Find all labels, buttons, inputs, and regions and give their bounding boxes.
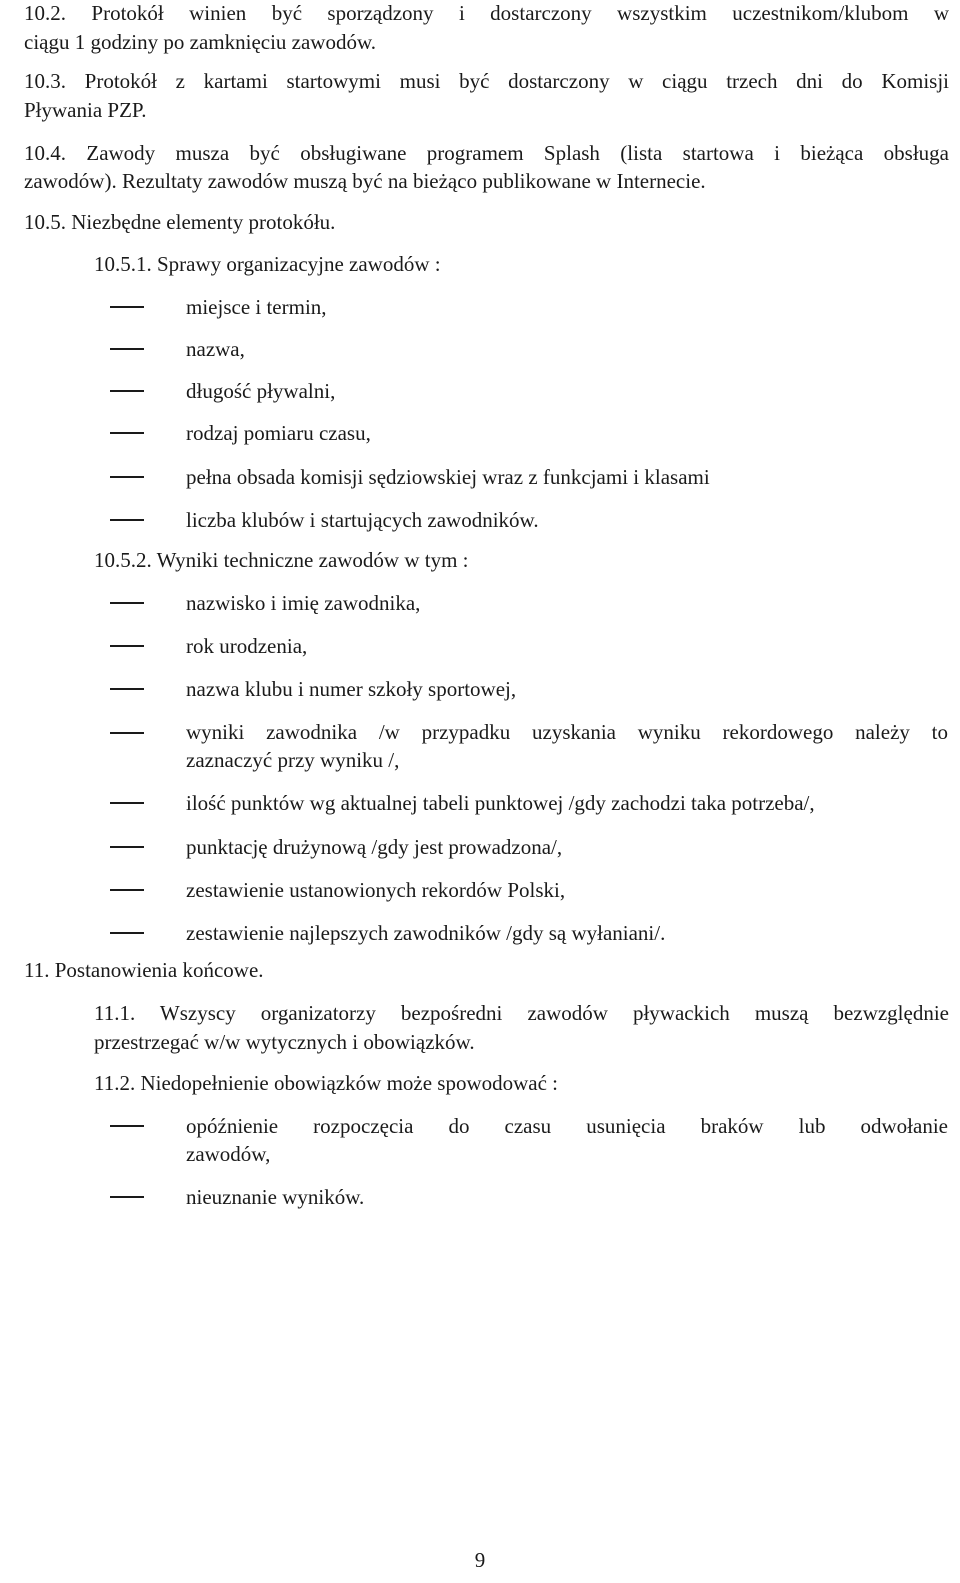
dash-bullet: [110, 390, 144, 392]
dash-bullet: [110, 1196, 144, 1198]
list-item: długość pływalni,: [186, 379, 336, 403]
dash-bullet: [110, 645, 144, 647]
dash-bullet: [110, 602, 144, 604]
dash-bullet: [110, 932, 144, 934]
dash-bullet: [110, 476, 144, 478]
heading-10-5-2: 10.5.2. Wyniki techniczne zawodów w tym :: [94, 548, 469, 572]
list-item: nazwisko i imię zawodnika,: [186, 591, 421, 615]
paragraph-10-4-line-2: zawodów). Rezultaty zawodów muszą być na bieżąco publikowane w Internecie.: [24, 169, 706, 193]
dash-bullet: [110, 1125, 144, 1127]
list-item: zestawienie ustanowionych rekordów Polski,: [186, 878, 566, 902]
dash-bullet: [110, 889, 144, 891]
list-item: rodzaj pomiaru czasu,: [186, 421, 371, 445]
paragraph-11-1-line-2: przestrzegać w/w wytycznych i obowiązków.: [94, 1030, 475, 1054]
dash-bullet: [110, 732, 144, 734]
heading-10-5: 10.5. Niezbędne elementy protokółu.: [24, 210, 336, 234]
list-item-continuation: zawodów,: [186, 1142, 271, 1166]
list-item: nazwa klubu i numer szkoły sportowej,: [186, 677, 517, 701]
dash-bullet: [110, 846, 144, 848]
dash-bullet: [110, 432, 144, 434]
page-number: 9: [474, 1548, 486, 1572]
list-item: nieuznanie wyników.: [186, 1185, 365, 1209]
paragraph-11-1-line-1: 11.1. Wszyscy organizatorzy bezpośredni zawodów pływackich muszą bezwzględnie: [94, 1001, 949, 1025]
heading-11-2: 11.2. Niedopełnienie obowiązków może spowodować :: [94, 1071, 559, 1095]
list-item: nazwa,: [186, 337, 245, 361]
heading-11: 11. Postanowienia końcowe.: [24, 958, 264, 982]
dash-bullet: [110, 688, 144, 690]
dash-bullet: [110, 802, 144, 804]
heading-10-5-1: 10.5.1. Sprawy organizacyjne zawodów :: [94, 252, 441, 276]
list-item: opóźnienie rozpoczęcia do czasu usunięcia braków lub odwołanie: [186, 1114, 948, 1138]
list-item: miejsce i termin,: [186, 295, 327, 319]
list-item: punktację drużynową /gdy jest prowadzona/,: [186, 835, 563, 859]
paragraph-10-2-line-2: ciągu 1 godziny po zamknięciu zawodów.: [24, 30, 377, 54]
paragraph-10-4-line-1: 10.4. Zawody musza być obsługiwane programem Splash (lista startowa i bieżąca obsługa: [24, 141, 949, 165]
dash-bullet: [110, 348, 144, 350]
list-item: ilość punktów wg aktualnej tabeli punktowej /gdy zachodzi taka potrzeba/,: [186, 791, 815, 815]
list-item: rok urodzenia,: [186, 634, 308, 658]
dash-bullet: [110, 306, 144, 308]
paragraph-10-3-line-1: 10.3. Protokół z kartami startowymi musi być dostarczony w ciągu trzech dni do Komisji: [24, 69, 949, 93]
list-item: wyniki zawodnika /w przypadku uzyskania wyniku rekordowego należy to: [186, 720, 948, 744]
list-item: zestawienie najlepszych zawodników /gdy są wyłaniani/.: [186, 921, 666, 945]
paragraph-10-3-line-2: Pływania PZP.: [24, 98, 147, 122]
dash-bullet: [110, 519, 144, 521]
paragraph-10-2-line-1: 10.2. Protokół winien być sporządzony i dostarczony wszystkim uczestnikom/klubom w: [24, 1, 949, 25]
list-item-continuation: zaznaczyć przy wyniku /,: [186, 748, 400, 772]
list-item: liczba klubów i startujących zawodników.: [186, 508, 539, 532]
list-item: pełna obsada komisji sędziowskiej wraz z funkcjami i klasami: [186, 465, 710, 489]
